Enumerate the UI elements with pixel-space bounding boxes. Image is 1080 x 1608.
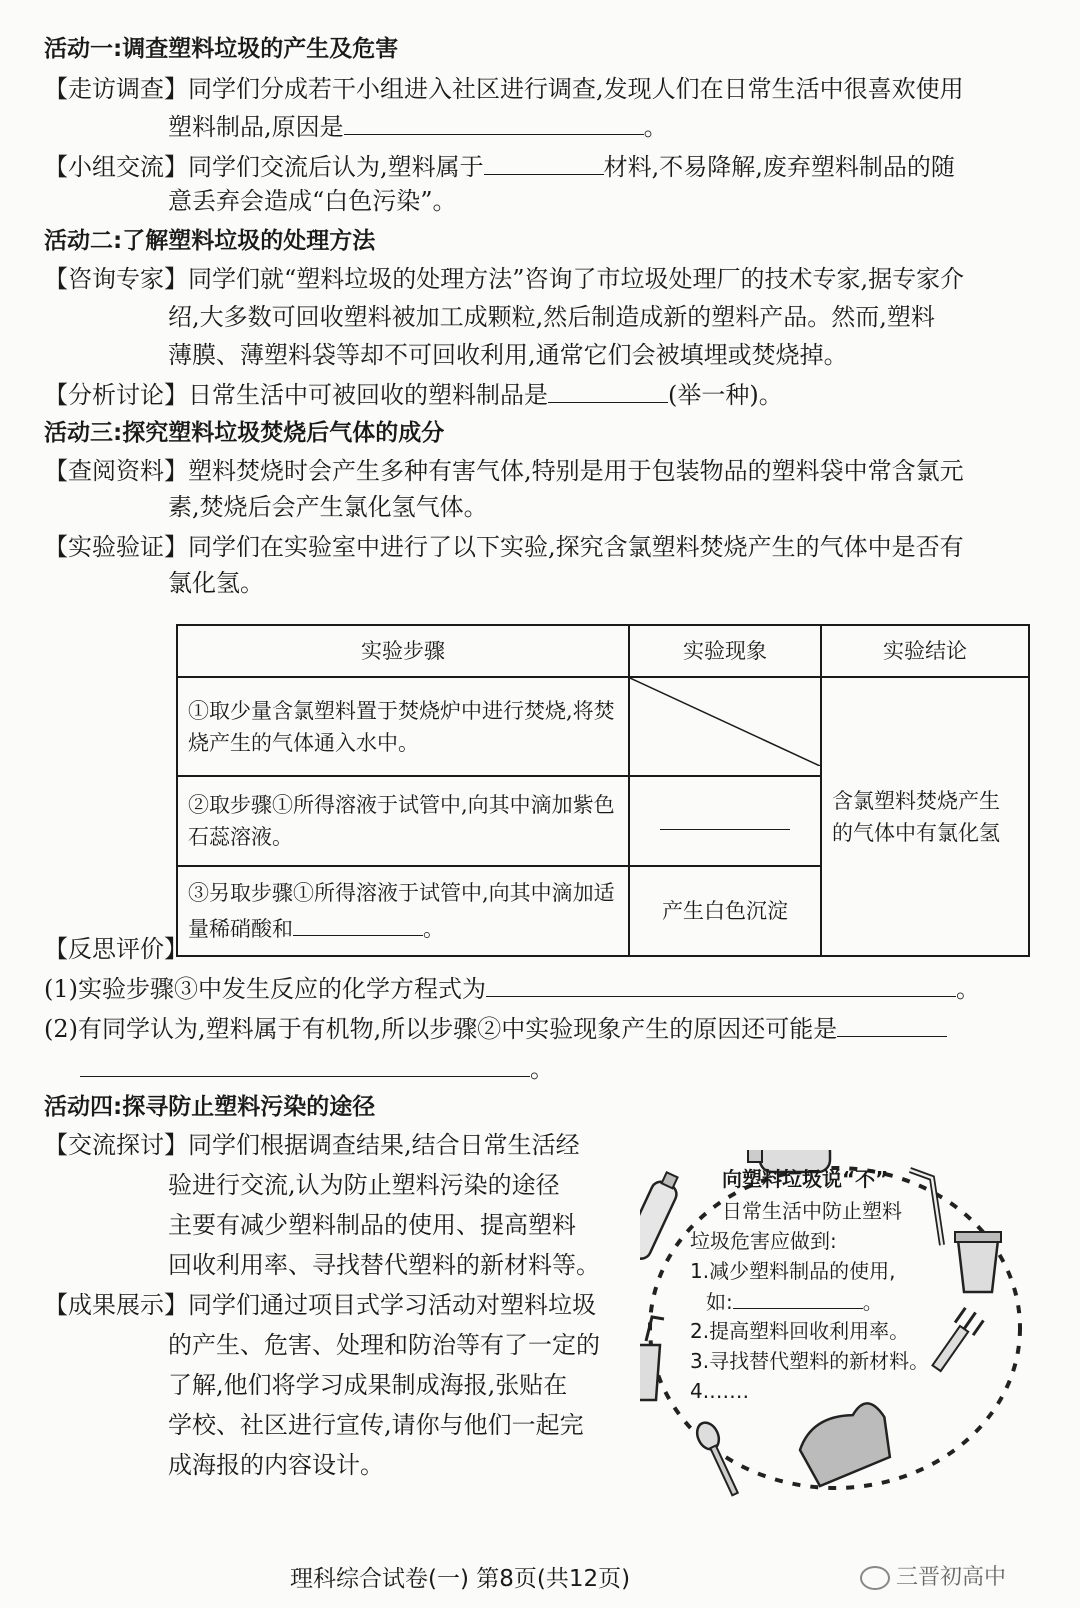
step3-end: 。 [423,917,444,941]
poster-line1: 日常生活中防止塑料 [722,1199,902,1223]
answer-blank-poster[interactable] [733,1286,863,1309]
group-text-2: 意丢弃会造成“白色污染”。 [168,187,457,215]
header-phenomenon: 实验现象 [629,625,821,677]
group-paragraph [44,148,955,184]
result-line: 学校、社区进行宣传,请你与他们一起完 [168,1411,584,1439]
result-line: 了解,他们将学习成果制成海报,张贴在 [168,1371,568,1399]
poster-item4: 4.…… [690,1379,750,1403]
expert-text-3: 薄膜、薄塑料袋等却不可回收利用,通常它们会被填埋或焚烧掉。 [168,341,848,369]
answer-blank-equation[interactable] [486,970,956,997]
discuss-line: 验进行交流,认为防止塑料污染的途径 [168,1171,560,1199]
cup-icon [955,1232,1001,1292]
result-line: 同学们通过项目式学习活动对塑料垃圾 [188,1291,596,1319]
survey-text: 同学们分成若干小组进入社区进行调查,发现人们在日常生活中很喜欢使用 [188,75,964,103]
plastic-bag-icon [793,1400,898,1489]
phenomenon3-cell: 产生白色沉淀 [629,866,821,956]
table-header-row [177,625,1029,677]
answer-blank-recyclable[interactable] [548,376,668,403]
reflect-q1 [44,970,980,1006]
header-step: 实验步骤 [177,625,629,677]
activity2-title: 活动二:了解塑料垃圾的处理方法 [44,228,376,254]
expert-paragraph [44,262,964,296]
diagonal-slash [630,678,820,766]
answer-blank-reason2[interactable] [837,1010,947,1037]
result-line: 的产生、危害、处理和防治等有了一定的 [168,1331,600,1359]
discuss-line: 同学们根据调查结果,结合日常生活经 [188,1131,580,1159]
verify-paragraph [44,530,964,564]
phenomenon2-cell [629,776,821,866]
step1-cell: ①取少量含氯塑料置于焚烧炉中进行焚烧,将焚烧产生的气体通入水中。 [177,677,629,776]
reference-paragraph [44,454,964,488]
verify-text-1: 同学们在实验室中进行了以下实验,探究含氯塑料焚烧产生的气体中是否有 [188,533,964,561]
activity1-title: 活动一:调查塑料垃圾的产生及危害 [44,36,399,62]
reflect-q2-text: (2)有同学认为,塑料属于有机物,所以步骤②中实验现象产生的原因还可能是 [44,1015,838,1043]
survey-end: 。 [643,113,668,141]
reference-text-1: 塑料焚烧时会产生多种有害气体,特别是用于包装物品的塑料袋中常含氯元 [188,457,964,485]
spoon-icon [693,1419,744,1498]
survey-text-2: 塑料制品,原因是 [168,113,344,141]
reference-label: 【查阅资料】 [44,457,188,485]
step3-cell [177,866,629,956]
poster-title: 向塑料垃圾说“不” [722,1167,889,1191]
watermark-text: 三晋初高中 [896,1565,1007,1590]
discuss-line: 回收利用率、寻找替代塑料的新材料等。 [168,1251,600,1279]
discuss-line: 主要有减少塑料制品的使用、提高塑料 [168,1211,576,1239]
expert-text-2: 绍,大多数可回收塑料被加工成颗粒,然后制造成新的塑料产品。然而,塑料 [168,303,935,331]
expert-text-1: 同学们就“塑料垃圾的处理方法”咨询了市垃圾处理厂的技术专家,据专家介 [188,265,965,293]
group-text-b: 材料,不易降解,废弃塑料制品的随 [603,153,955,181]
verify-text-2: 氯化氢。 [168,569,264,597]
activity3-title: 活动三:探究塑料垃圾焚烧后气体的成分 [44,420,445,446]
reflect-label: 【反思评价】 [44,935,188,963]
reflect-q1-text: (1)实验步骤③中发生反应的化学方程式为 [44,975,486,1003]
analysis-label: 【分析讨论】 [44,381,188,409]
analysis-text-b: (举一种)。 [668,381,783,409]
water-bottle-icon [640,1169,684,1262]
result-label: 【成果展示】 [44,1291,188,1319]
result-line: 成海报的内容设计。 [168,1451,384,1479]
answer-blank-phenomenon[interactable] [660,803,790,830]
activity4-title: 活动四:探寻防止塑料污染的途径 [44,1094,376,1120]
reflect-q2 [44,1010,947,1046]
discuss-label: 【交流探讨】 [44,1131,188,1159]
reflect-q1-end: 。 [956,975,980,1003]
group-label: 【小组交流】 [44,153,188,181]
poster-item1-example [706,1286,883,1317]
answer-blank-reagent[interactable] [293,909,423,936]
phenomenon1-cell [629,677,821,776]
step2-cell: ②取步骤①所得溶液于试管中,向其中滴加紫色石蕊溶液。 [177,776,629,866]
watermark [860,1560,1006,1591]
reflect-q2-cont [80,1050,554,1086]
analysis-paragraph [44,376,783,412]
survey-paragraph [44,72,964,106]
answer-blank-reason[interactable] [344,108,644,135]
poster-line2: 垃圾危害应做到: [690,1229,837,1253]
conclusion-cell: 含氯塑料焚烧产生的气体中有氯化氢 [821,677,1029,956]
answer-blank-reason2-cont[interactable] [80,1050,530,1077]
analysis-text-a: 日常生活中可被回收的塑料制品是 [188,381,548,409]
survey-paragraph-2 [168,108,668,144]
poster [640,1150,1050,1510]
reflect-q2-end: 。 [530,1055,554,1083]
answer-blank-material[interactable] [484,148,604,175]
reference-text-2: 素,焚烧后会产生氯化氢气体。 [168,493,488,521]
step3-text: ③另取步骤①所得溶液于试管中,向其中滴加适量稀硝酸和 [188,881,615,941]
poster-item1-prefix: 如: [706,1290,733,1314]
table-row [177,677,1029,776]
discuss-paragraph [44,1128,580,1162]
experiment-table [176,624,1030,957]
wechat-icon [860,1566,890,1590]
poster-item1: 1.减少塑料制品的使用, [690,1259,896,1283]
page-footer: 理科综合试卷(一) 第8页(共12页) [290,1566,631,1592]
fork-icon [928,1306,985,1374]
group-text-a: 同学们交流后认为,塑料属于 [188,153,484,181]
verify-label: 【实验验证】 [44,533,188,561]
header-conclusion: 实验结论 [821,625,1029,677]
survey-label: 【走访调查】 [44,75,188,103]
poster-item3: 3.寻找替代塑料的新材料。 [690,1349,930,1373]
poster-item1-end: 。 [862,1290,883,1314]
expert-label: 【咨询专家】 [44,265,188,293]
result-paragraph [44,1288,596,1322]
poster-item2: 2.提高塑料回收利用率。 [690,1319,910,1343]
